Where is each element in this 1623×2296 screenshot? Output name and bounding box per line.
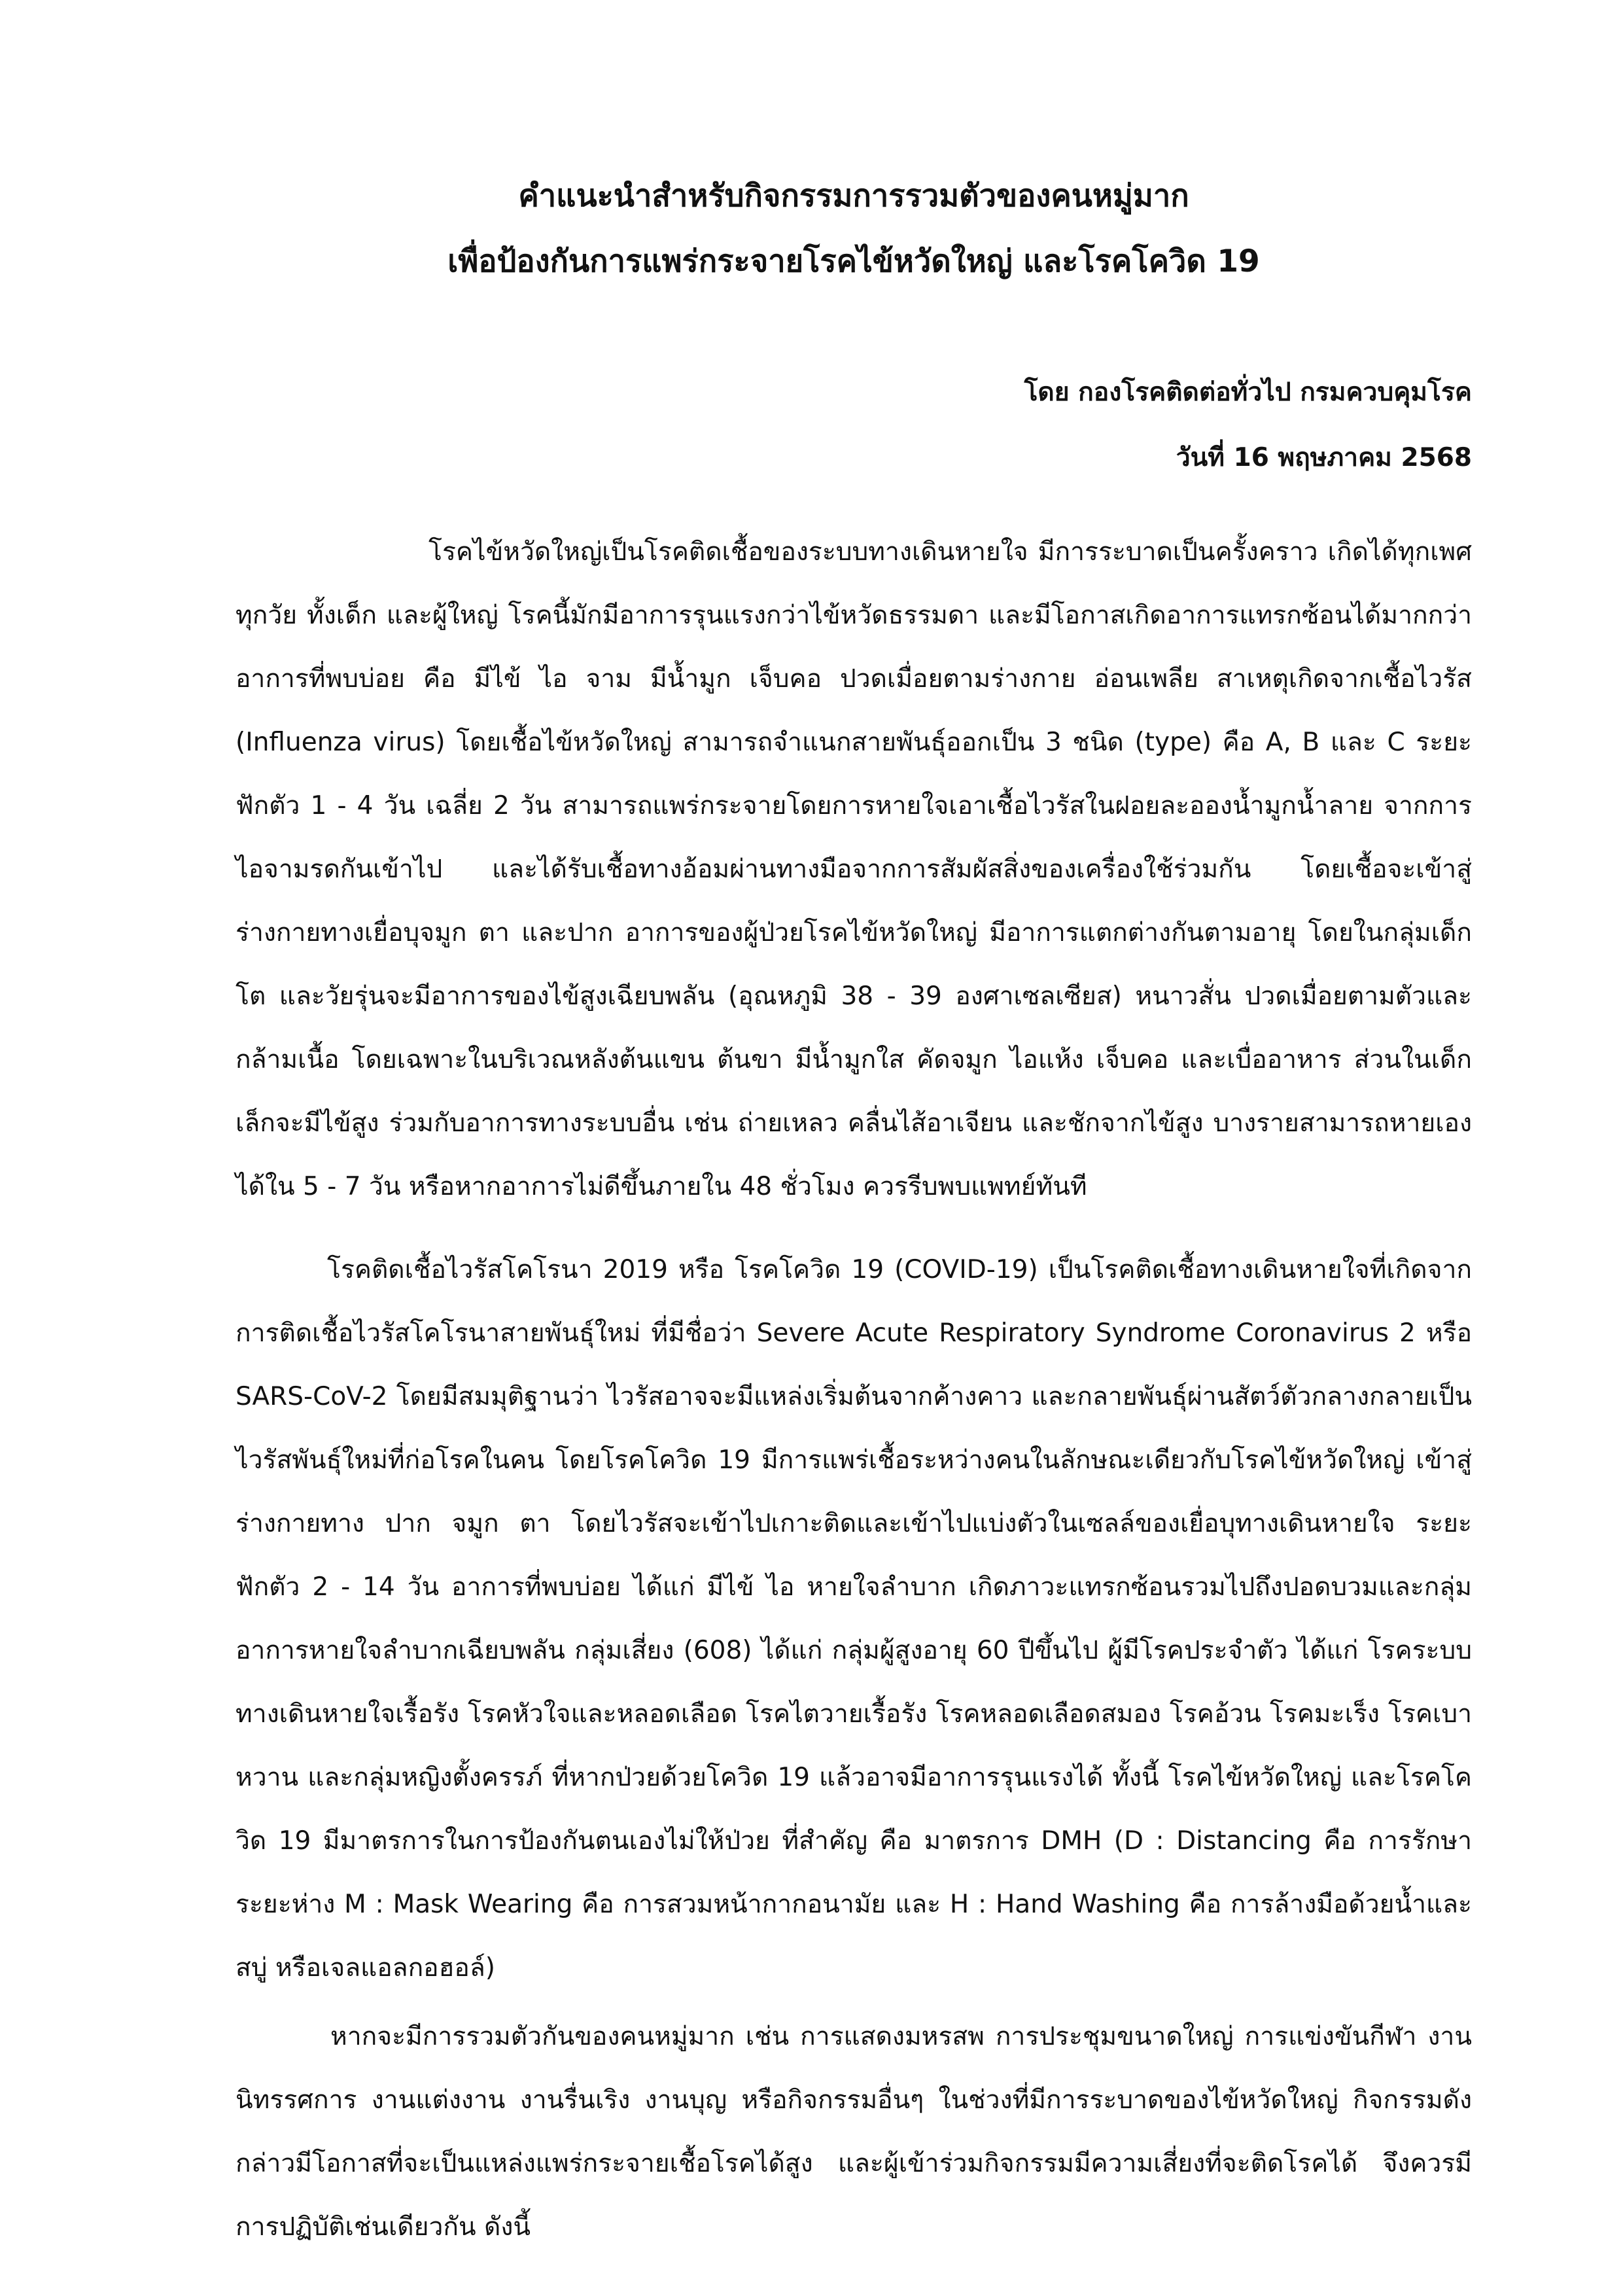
paragraph-influenza: โรคไข้หวัดใหญ่เป็นโรคติดเชื้อของระบบทางเดินหายใจ มีการระบาดเป็นครั้งคราว เกิดได้ทุกเพศทุกวัย ทั้งเด็ก และผู้ใหญ่ โรคนี้มักมีอาการรุนแรงกว่าไข้หวัดธรรมดา และมีโอกาสเกิดอาการแทรกซ้อนได้มากกว่า อาการที่พบบ่อย คือ มีไข้ ไอ จาม มีน้ำมูก เจ็บคอ ปวดเมื่อยตามร่างกาย อ่อนเพลีย สาเหตุเกิดจากเชื้อไวรัส (Influenza virus) โดยเชื้อไข้หวัดใหญ่ สามารถจำแนกสายพันธุ์ออกเป็น 3 ชนิด (type) คือ A, B และ C ระยะฟักตัว 1 - 4 วัน เฉลี่ย 2 วัน สามารถแพร่กระจายโดยการหายใจเอาเชื้อไวรัสในฝอยละอองน้ำมูกน้ำลาย จากการไอจามรดกันเข้าไป และได้รับเชื้อทางอ้อมผ่านทางมือจากการสัมผัสสิ่งของเครื่องใช้ร่วมกัน โดยเชื้อจะเข้าสู่ร่างกายทางเยื่อบุจมูก ตา และปาก อาการของผู้ป่วยโรคไข้หวัดใหญ่ มีอาการแตกต่างกันตามอายุ โดยในกลุ่มเด็กโต และวัยรุ่นจะมีอาการของไข้สูงเฉียบพลัน (อุณหภูมิ 38 - 39 องศาเซลเซียส) หนาวสั่น ปวดเมื่อยตามตัวและกล้ามเนื้อ โดยเฉพาะในบริเวณหลังต้นแขน ต้นขา มีน้ำมูกใส คัดจมูก ไอแห้ง เจ็บคอ และเบื่ออาหาร ส่วนในเด็กเล็กจะมีไข้สูง ร่วมกับอาการทางระบบอื่น เช่น ถ่ายเหลว คลื่นไส้อาเจียน และชักจากไข้สูง บางรายสามารถหายเองได้ใน 5 - 7 วัน หรือหากอาการไม่ดีขึ้นภายใน 48 ชั่วโมง ควรรีบพบแพทย์ทันที [236, 537, 1472, 1201]
paragraph-mass-gathering: หากจะมีการรวมตัวกันของคนหมู่มาก เช่น การแสดงมหรสพ การประชุมขนาดใหญ่ การแข่งขันกีฬา งานนิทรรศการ งานแต่งงาน งานรื่นเริง งานบุญ หรือกิจกรรมอื่นๆ ในช่วงที่มีการระบาดของไข้หวัดใหญ่ กิจกรรมดังกล่าวมีโอกาสที่จะเป็นแหล่งแพร่กระจายเชื้อโรคได้สูง และผู้เข้าร่วมกิจกรรมมีความเสี่ยงที่จะติดโรคได้ จึงควรมีการปฏิบัติเช่นเดียวกัน ดังนี้ [236, 2022, 1472, 2242]
document-title-line-1: คำแนะนำสำหรับกิจกรรมการรวมตัวของคนหมู่มาก [518, 178, 1189, 214]
document-author: โดย กองโรคติดต่อทั่วไป กรมควบคุมโรค [1024, 378, 1472, 407]
document-date: วันที่ 16 พฤษภาคม 2568 [1176, 443, 1472, 472]
document-title-line-2: เพื่อป้องกันการแพร่กระจายโรคไข้หวัดใหญ่ และโรคโควิด 19 [447, 243, 1260, 279]
paragraph-covid19: โรคติดเชื้อไวรัสโคโรนา 2019 หรือ โรคโควิด 19 (COVID-19) เป็นโรคติดเชื้อทางเดินหายใจที่เกิดจากการติดเชื้อไวรัสโคโรนาสายพันธุ์ใหม่ ที่มีชื่อว่า Severe Acute Respiratory Syndrome Coronavirus 2 หรือ SARS-CoV-2 โดยมีสมมุติฐานว่า ไวรัสอาจจะมีแหล่งเริ่มต้นจากค้างคาว และกลายพันธุ์ผ่านสัตว์ตัวกลางกลายเป็นไวรัสพันธุ์ใหม่ที่ก่อโรคในคน โดยโรคโควิด 19 มีการแพร่เชื้อระหว่างคนในลักษณะเดียวกับโรคไข้หวัดใหญ่ เข้าสู่ร่างกายทาง ปาก จมูก ตา โดยไวรัสจะเข้าไปเกาะติดและเข้าไปแบ่งตัวในเซลล์ของเยื่อบุทางเดินหายใจ ระยะฟักตัว 2 - 14 วัน อาการที่พบบ่อย ได้แก่ มีไข้ ไอ หายใจลำบาก เกิดภาวะแทรกซ้อนรวมไปถึงปอดบวมและกลุ่มอาการหายใจลำบากเฉียบพลัน กลุ่มเสี่ยง (608) ได้แก่ กลุ่มผู้สูงอายุ 60 ปีขึ้นไป ผู้มีโรคประจำตัว ได้แก่ โรคระบบทางเดินหายใจเรื้อรัง โรคหัวใจและหลอดเลือด โรคไตวายเรื้อรัง โรคหลอดเลือดสมอง โรคอ้วน โรคมะเร็ง โรคเบาหวาน และกลุ่มหญิงตั้งครรภ์ ที่หากป่วยด้วยโควิด 19 แล้วอาจมีอาการรุนแรงได้ ทั้งนี้ โรคไข้หวัดใหญ่ และโรคโควิด 19 มีมาตรการในการป้องกันตนเองไม่ให้ป่วย ที่สำคัญ คือ มาตรการ DMH (D : Distancing คือ การรักษาระยะห่าง M : Mask Wearing คือ การสวมหน้ากากอนามัย และ H : Hand Washing คือ การล้างมือด้วยน้ำและสบู่ หรือเจลแอลกอฮอล์) [236, 1255, 1472, 1983]
document-page [236, 164, 1472, 2259]
